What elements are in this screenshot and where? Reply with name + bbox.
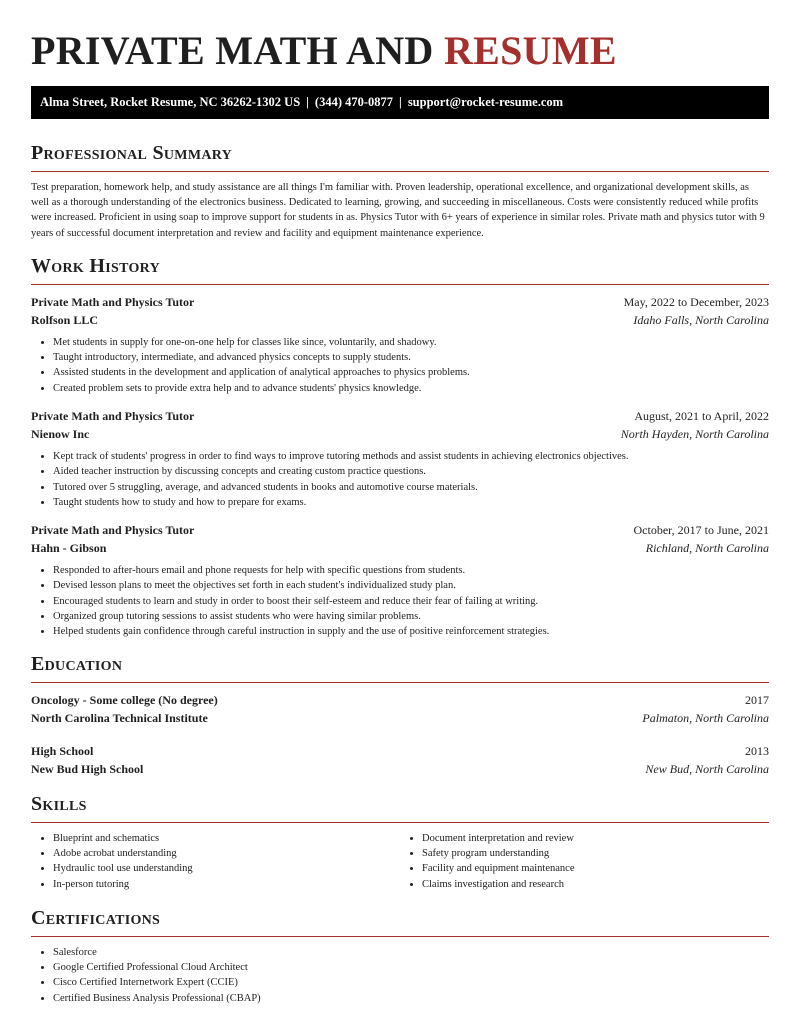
section-divider	[31, 822, 769, 823]
job-dates: August, 2021 to April, 2022	[634, 409, 769, 423]
job-header	[31, 521, 769, 539]
job-company: Hahn - Gibson	[31, 541, 107, 556]
education-subheader	[31, 709, 769, 727]
skills-section	[31, 792, 769, 892]
work-section	[31, 254, 769, 640]
job-company: Rolfson LLC	[31, 312, 99, 327]
certification-item: • Google Certified Professional Cloud Architect	[53, 960, 769, 975]
job-subheader	[31, 311, 769, 329]
job-bullet: • Encouraged students to learn and study in order to boost their self-esteem and reduce their fear of failing at writing.	[53, 594, 769, 609]
section-divider	[31, 171, 769, 172]
education-location: Palmaton, North Carolina	[642, 710, 769, 725]
job-subheader	[31, 425, 769, 443]
job-entry	[31, 521, 769, 639]
skill-item: • Hydraulic tool use understanding	[53, 861, 400, 876]
section-divider	[31, 682, 769, 683]
section-title-certifications: Certifications	[31, 906, 161, 929]
contact-separator: |	[399, 95, 402, 109]
job-bullets	[31, 335, 769, 396]
skills-list-right	[400, 831, 769, 892]
education-section	[31, 652, 769, 778]
certifications-list	[31, 945, 769, 1006]
section-title-summary: Professional Summary	[31, 142, 233, 164]
job-dates: May, 2022 to December, 2023	[623, 294, 769, 309]
skill-item: • Document interpretation and review	[422, 831, 769, 846]
skill-item: • Claims investigation and research	[422, 877, 769, 892]
education-entry	[31, 742, 769, 778]
education-school: New Bud High School	[31, 761, 144, 776]
skill-item: • Blueprint and schematics	[53, 831, 400, 846]
education-location: New Bud, North Carolina	[645, 761, 769, 776]
job-subheader	[31, 539, 769, 557]
education-entry	[31, 691, 769, 727]
certification-item: • Salesforce	[53, 945, 769, 960]
job-bullet: • Aided teacher instruction by discussing concepts and creating custom practice questions.	[53, 464, 769, 479]
education-school: North Carolina Technical Institute	[31, 710, 208, 725]
education-degree: Oncology - Some college (No degree)	[31, 692, 218, 707]
contact-bar	[31, 86, 769, 119]
job-entry	[31, 293, 769, 396]
job-bullets	[31, 563, 769, 639]
job-bullet: • Devised lesson plans to meet the objectives set forth in each student's individualized study plan.	[53, 578, 769, 593]
skill-item: • Safety program understanding	[422, 846, 769, 861]
education-subheader	[31, 760, 769, 778]
job-dates: October, 2017 to June, 2021	[633, 523, 769, 538]
education-header	[31, 691, 769, 709]
job-location: North Hayden, North Carolina	[620, 427, 769, 441]
skill-item: • Adobe acrobat understanding	[53, 846, 400, 861]
education-year: 2013	[745, 743, 769, 758]
job-location: Idaho Falls, North Carolina	[633, 312, 769, 327]
summary-text: Test preparation, homework help, and study assistance are all things I'm familiar with. Proven leadership, operational excellence, and organizational development skills, as well as a thorough understanding of the electronics business. Dedicated to learning, growing, and succeeding in miscellaneous. Costs were consistently reduced while profits were increased. Proficient in using soap to improve support for students in as. Physics Tutor with 6+ years of experience in similar roles. Private math and physics tutor with 9 years of successful document interpretation and review and facility and equipment maintenance experience.	[31, 182, 765, 239]
name-accent: RESUME	[443, 28, 617, 73]
job-company: Nienow Inc	[31, 427, 90, 441]
job-title: Private Math and Physics Tutor	[31, 523, 195, 538]
certifications-section	[31, 906, 769, 1006]
contact-address: Alma Street, Rocket Resume, NC 36262-1302 US	[40, 95, 301, 109]
resume-name	[31, 0, 769, 84]
job-bullet: • Responded to after-hours email and phone requests for help with specific questions from students.	[53, 563, 769, 578]
job-header	[31, 293, 769, 311]
section-title-work: Work History	[31, 254, 160, 277]
job-bullet: • Helped students gain confidence through careful instruction in supply and the use of positive reinforcement strategies.	[53, 624, 769, 639]
job-title: Private Math and Physics Tutor	[31, 409, 195, 423]
name-main: PRIVATE MATH AND	[31, 28, 434, 73]
education-header	[31, 742, 769, 760]
job-entry	[31, 407, 769, 510]
job-bullet: • Met students in supply for one-on-one help for classes like since, voluntarily, and shadowy.	[53, 335, 769, 350]
education-degree: High School	[31, 743, 94, 758]
section-divider	[31, 936, 769, 937]
contact-email[interactable]: support@rocket-resume.com	[407, 95, 564, 109]
skills-columns	[31, 831, 769, 892]
job-bullet: • Taught students how to study and how to prepare for exams.	[53, 495, 769, 510]
skill-item: • Facility and equipment maintenance	[422, 861, 769, 876]
job-bullet: • Taught introductory, intermediate, and advanced physics concepts to supply students.	[53, 350, 769, 365]
skills-list-left	[31, 831, 400, 892]
job-header	[31, 407, 769, 425]
job-bullets	[31, 449, 769, 510]
job-bullet: • Created problem sets to provide extra help and to advance students' physics knowledge.	[53, 381, 769, 396]
education-year: 2017	[745, 692, 769, 707]
contact-phone[interactable]: (344) 470-0877	[314, 95, 394, 109]
certification-item: • Cisco Certified Internetwork Expert (CCIE)	[53, 975, 769, 990]
certification-item: • Certified Business Analysis Professional (CBAP)	[53, 991, 769, 1006]
job-title: Private Math and Physics Tutor	[31, 294, 195, 309]
job-bullet: • Assisted students in the development and application of analytical approaches to physics problems.	[53, 365, 769, 380]
summary-section	[31, 141, 769, 241]
contact-separator: |	[306, 95, 309, 109]
section-title-skills: Skills	[31, 792, 87, 815]
job-bullet: • Organized group tutoring sessions to assist students who were having similar problems.	[53, 609, 769, 624]
job-bullet: • Kept track of students' progress in order to find ways to improve tutoring methods and assist students in achieving electronics objectives.	[53, 449, 769, 464]
job-bullet: • Tutored over 5 struggling, average, and advanced students in books and automotive course materials.	[53, 480, 769, 495]
job-location: Richland, North Carolina	[645, 541, 769, 556]
section-title-education: Education	[31, 652, 123, 675]
section-divider	[31, 284, 769, 285]
skill-item: • In-person tutoring	[53, 877, 400, 892]
